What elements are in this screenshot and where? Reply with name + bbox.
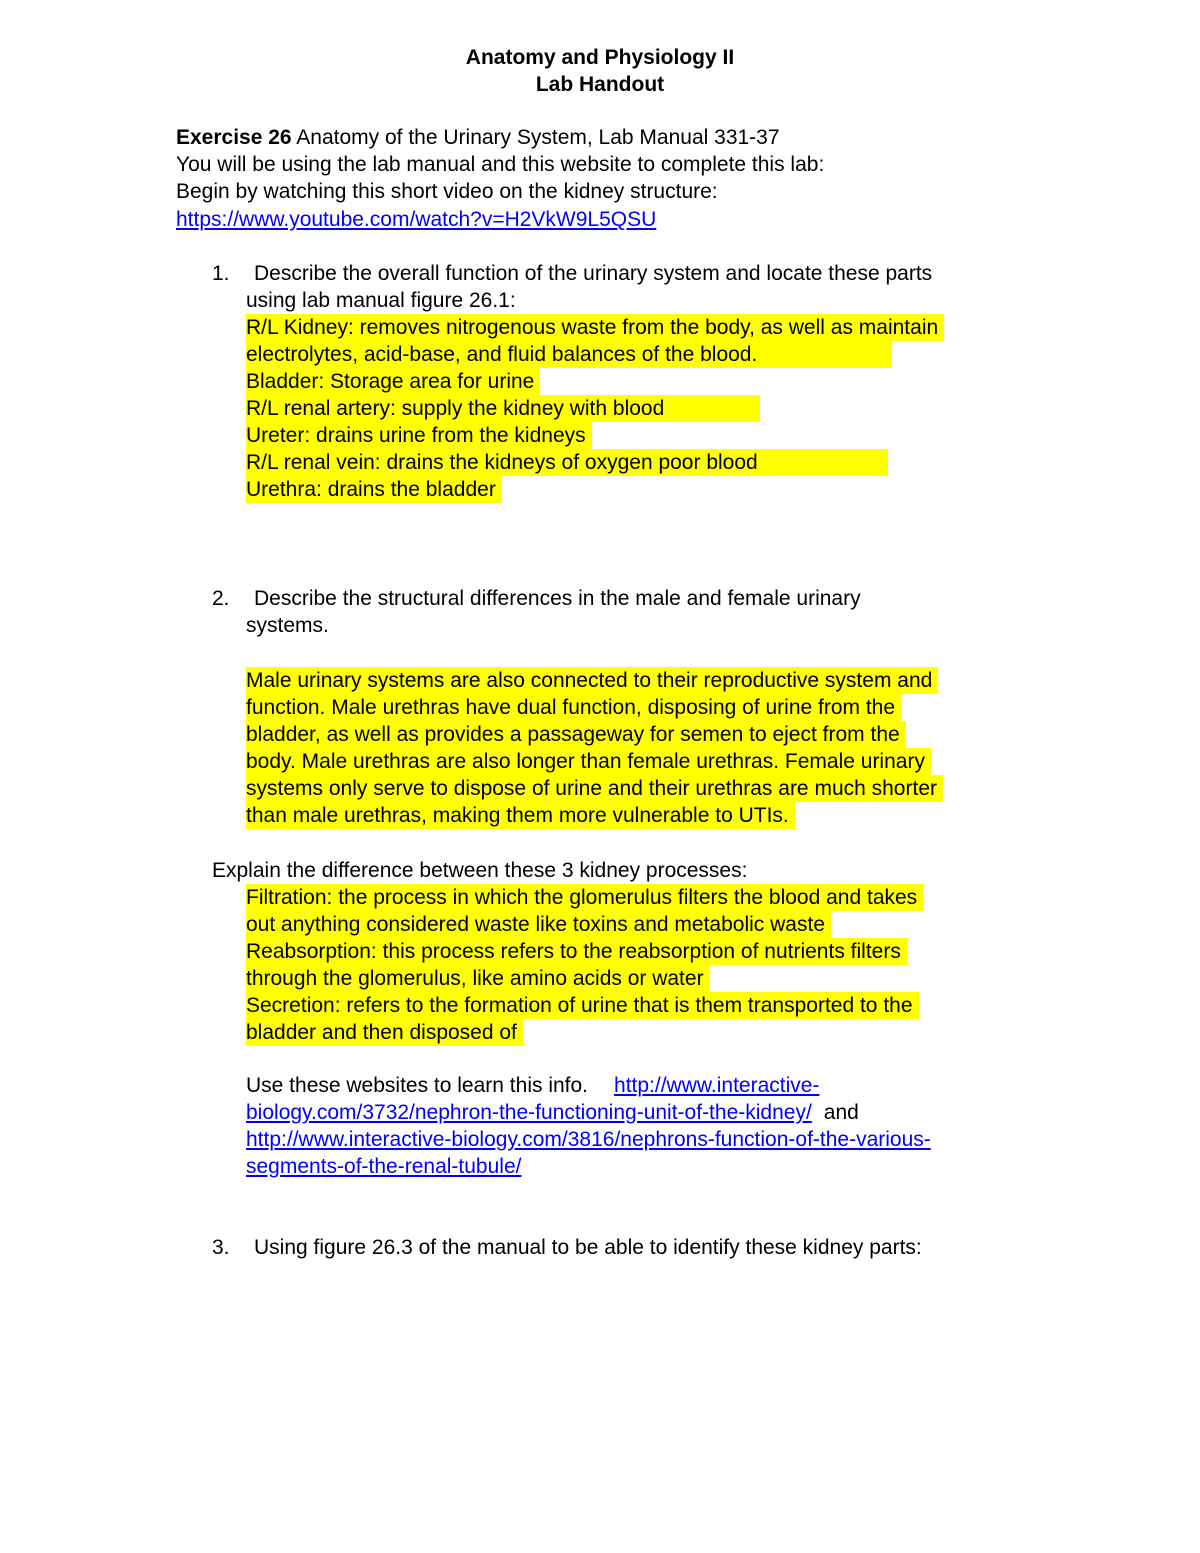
answer-line bbox=[246, 694, 901, 721]
highlighted-answer: Bladder: Storage area for urine bbox=[246, 368, 540, 395]
answer-line bbox=[246, 341, 892, 368]
highlighted-answer: electrolytes, acid-base, and fluid balances of the blood. bbox=[246, 341, 892, 368]
link-1-part-1[interactable]: http://www.interactive- bbox=[614, 1074, 820, 1097]
intro-line-3: Begin by watching this short video on the kidney structure: bbox=[176, 180, 718, 203]
question-1 bbox=[212, 260, 932, 287]
answer-line bbox=[246, 422, 592, 449]
highlighted-answer: function. Male urethras have dual function, disposing of urine from the bbox=[246, 694, 901, 721]
answer-line bbox=[246, 992, 919, 1019]
websites-line-2 bbox=[246, 1099, 859, 1126]
answer-line bbox=[246, 965, 710, 992]
answer-line bbox=[246, 1019, 523, 1046]
video-link-line bbox=[176, 206, 656, 233]
question-2-line-2: systems. bbox=[246, 614, 329, 637]
highlighted-answer: through the glomerulus, like amino acids or water bbox=[246, 965, 710, 992]
highlighted-answer: R/L renal vein: drains the kidneys of oxygen poor blood bbox=[246, 449, 888, 476]
highlighted-answer: Male urinary systems are also connected to their reproductive system and bbox=[246, 667, 938, 694]
answer-line bbox=[246, 775, 943, 802]
websites-text: Use these websites to learn this info. bbox=[246, 1074, 589, 1097]
answer-line bbox=[246, 368, 540, 395]
link-2-part-1[interactable]: http://www.interactive-biology.com/3816/nephrons-function-of-the-various- bbox=[246, 1128, 931, 1151]
question-3 bbox=[212, 1234, 922, 1261]
exercise-line bbox=[176, 124, 780, 151]
question-2-number: 2. bbox=[212, 587, 230, 610]
question-2 bbox=[212, 585, 861, 612]
question-2-line-1: Describe the structural differences in the male and female urinary bbox=[254, 587, 861, 610]
question-3-line-1: Using figure 26.3 of the manual to be able to identify these kidney parts: bbox=[254, 1236, 922, 1259]
websites-line bbox=[246, 1072, 819, 1099]
intro-line-2: You will be using the lab manual and this website to complete this lab: bbox=[176, 153, 825, 176]
answer-line bbox=[246, 938, 907, 965]
answer-line bbox=[246, 721, 906, 748]
answer-line bbox=[246, 395, 760, 422]
websites-line-4 bbox=[246, 1153, 521, 1180]
exercise-label: Exercise 26 bbox=[176, 126, 292, 149]
document-subtitle: Lab Handout bbox=[535, 73, 665, 96]
answer-line bbox=[246, 314, 944, 341]
answer-line bbox=[246, 911, 831, 938]
document-title: Anatomy and Physiology II bbox=[465, 46, 735, 69]
highlighted-answer: Filtration: the process in which the glomerulus filters the blood and takes bbox=[246, 884, 923, 911]
question-3-number: 3. bbox=[212, 1236, 230, 1259]
highlighted-answer: body. Male urethras are also longer than female urethras. Female urinary bbox=[246, 748, 931, 775]
highlighted-answer: Secretion: refers to the formation of urine that is them transported to the bbox=[246, 992, 919, 1019]
answer-line bbox=[246, 748, 931, 775]
and-text: and bbox=[823, 1101, 859, 1124]
highlighted-answer: than male urethras, making them more vulnerable to UTIs. bbox=[246, 802, 795, 829]
highlighted-answer: bladder and then disposed of bbox=[246, 1019, 523, 1046]
answer-line bbox=[246, 802, 795, 829]
highlighted-answer: Urethra: drains the bladder bbox=[246, 476, 502, 503]
highlighted-answer: R/L renal artery: supply the kidney with blood bbox=[246, 395, 760, 422]
question-1-line-1: Describe the overall function of the urinary system and locate these parts bbox=[254, 262, 933, 285]
answer-line bbox=[246, 449, 888, 476]
question-1-number: 1. bbox=[212, 262, 230, 285]
highlighted-answer: out anything considered waste like toxins and metabolic waste bbox=[246, 911, 831, 938]
highlighted-answer: Ureter: drains urine from the kidneys bbox=[246, 422, 592, 449]
answer-line bbox=[246, 884, 923, 911]
video-link[interactable]: https://www.youtube.com/watch?v=H2VkW9L5QSU bbox=[176, 208, 657, 231]
processes-prompt: Explain the difference between these 3 kidney processes: bbox=[212, 859, 748, 882]
highlighted-answer: systems only serve to dispose of urine and their urethras are much shorter bbox=[246, 775, 943, 802]
answer-line bbox=[246, 476, 502, 503]
highlighted-answer: Reabsorption: this process refers to the reabsorption of nutrients filters bbox=[246, 938, 907, 965]
link-1-part-2[interactable]: biology.com/3732/nephron-the-functioning-unit-of-the-kidney/ bbox=[246, 1101, 812, 1124]
highlighted-answer: bladder, as well as provides a passageway for semen to eject from the bbox=[246, 721, 906, 748]
answer-line bbox=[246, 667, 938, 694]
websites-line-3 bbox=[246, 1126, 931, 1153]
question-1-line-2: using lab manual figure 26.1: bbox=[246, 289, 516, 312]
exercise-text: Anatomy of the Urinary System, Lab Manual 331-37 bbox=[291, 126, 780, 149]
highlighted-answer: R/L Kidney: removes nitrogenous waste from the body, as well as maintain bbox=[246, 314, 944, 341]
link-2-part-2[interactable]: segments-of-the-renal-tubule/ bbox=[246, 1155, 522, 1178]
